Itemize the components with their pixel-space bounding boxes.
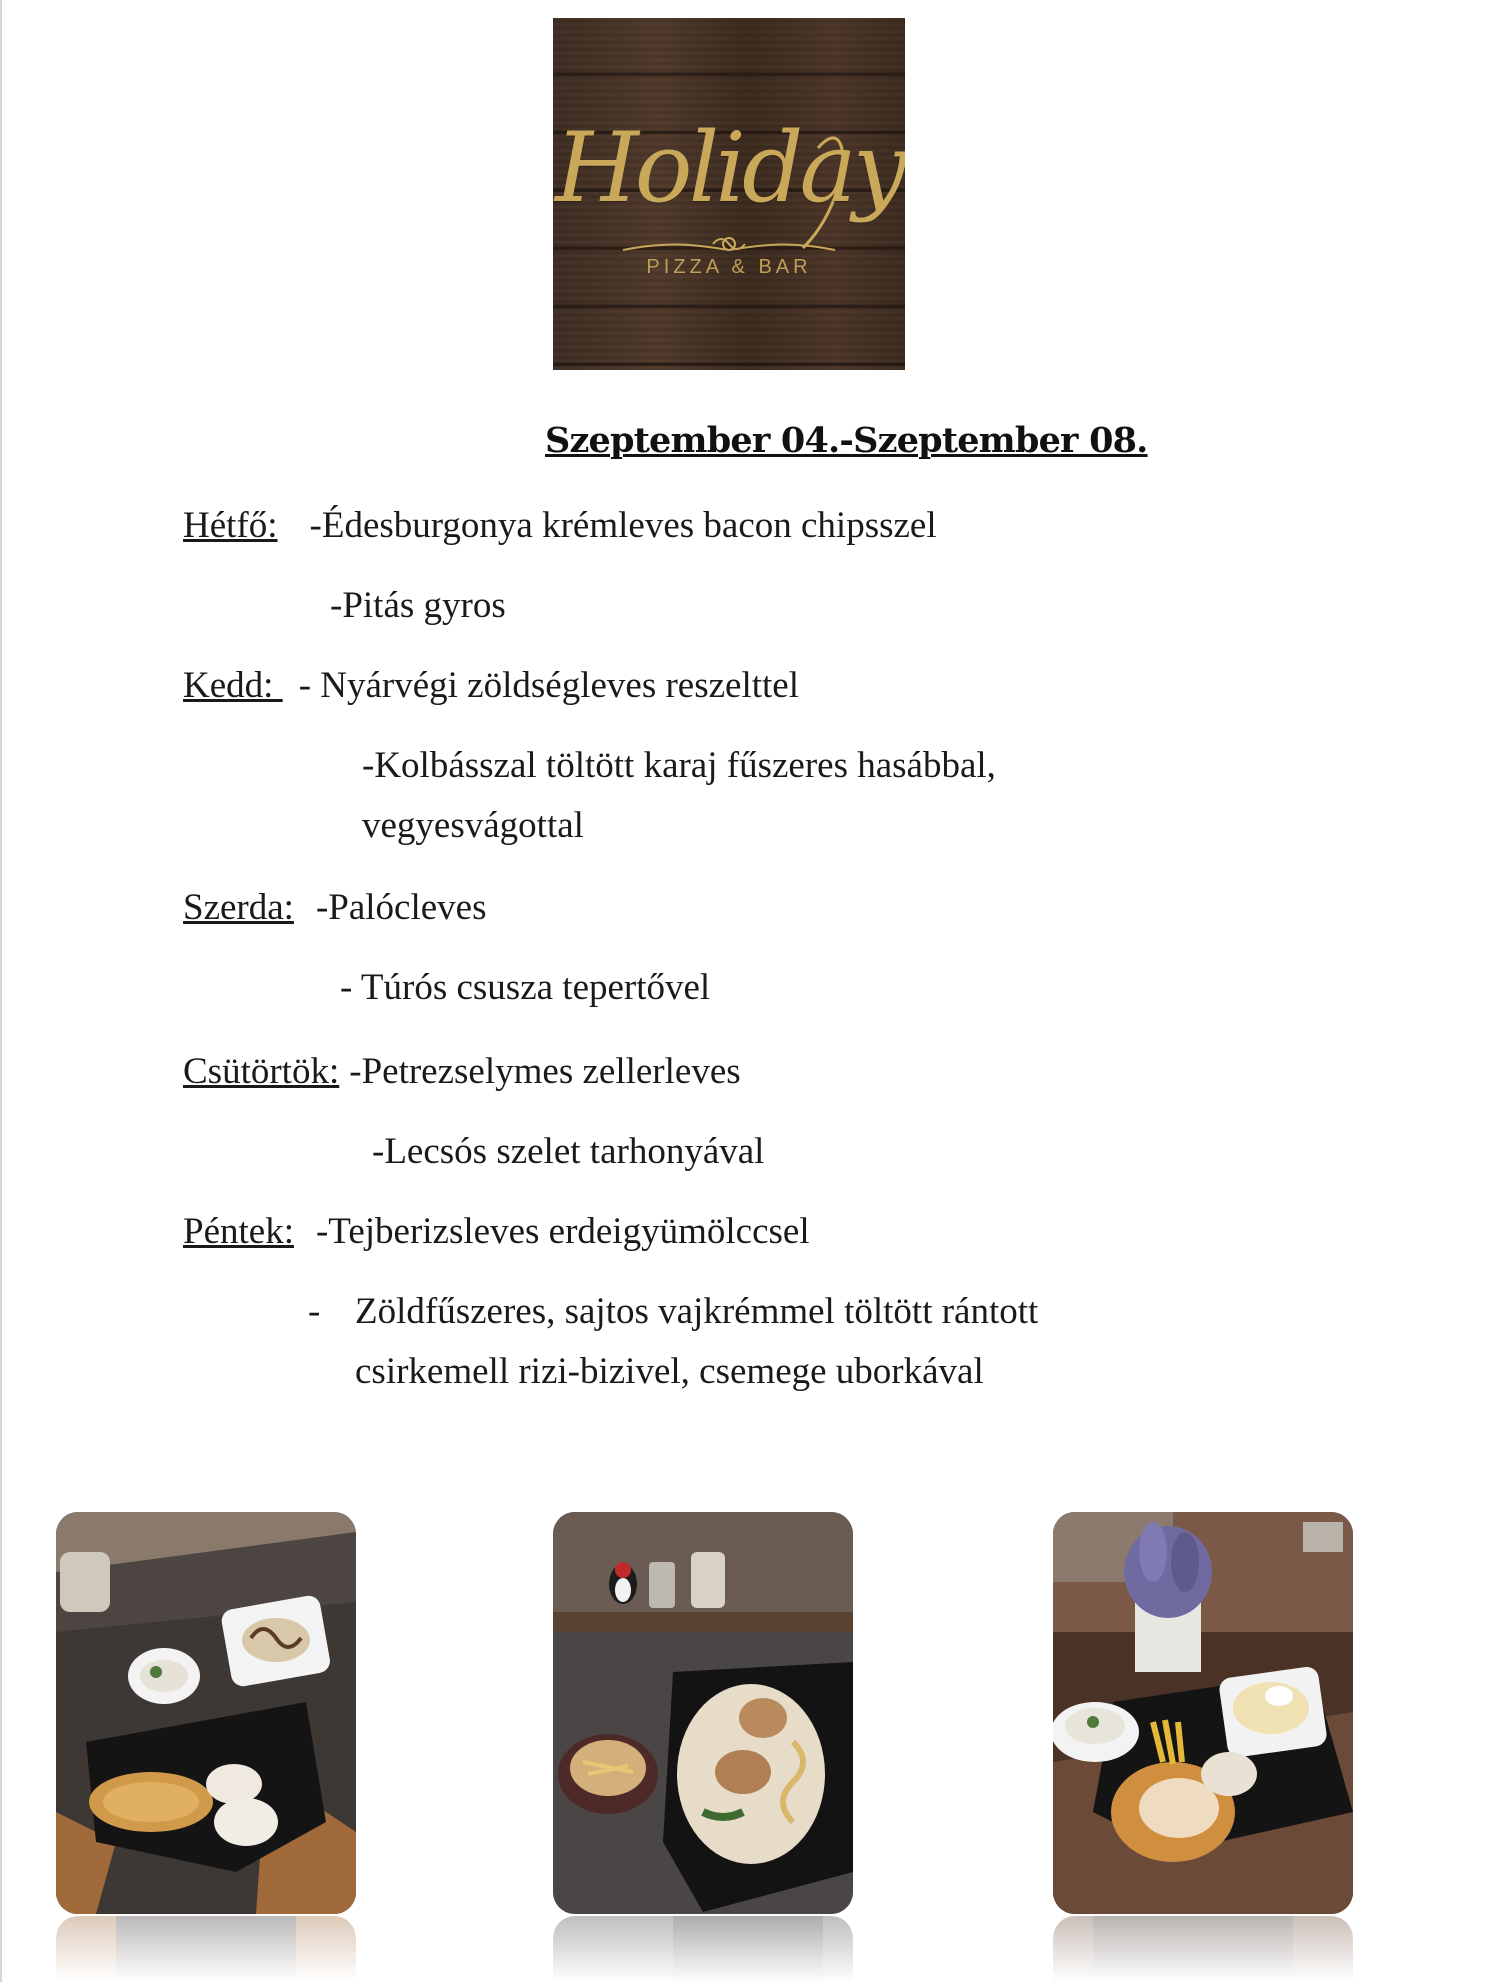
schnitzel-plate-image xyxy=(56,1512,356,1914)
day-label-wednesday: Szerda: xyxy=(183,887,294,928)
friday-main-bullet: - xyxy=(308,1291,321,1332)
photo-reflection-3 xyxy=(1053,1916,1353,1982)
holiday-logo xyxy=(553,18,905,370)
friday-soup: -Tejberizsleves erdeigyümölccsel xyxy=(315,1211,810,1252)
food-photo-schnitzel-rice xyxy=(56,1512,356,1914)
wednesday-main: - Túrós csusza tepertővel xyxy=(340,967,711,1008)
noodles-plate-image xyxy=(553,1512,853,1914)
day-label-tuesday: Kedd: xyxy=(183,665,283,706)
tuesday-row xyxy=(183,656,799,716)
thursday-soup: -Petrezselymes zellerleves xyxy=(349,1051,741,1092)
tuesday-soup: - Nyárvégi zöldségleves reszelttel xyxy=(298,665,800,706)
thursday-main: -Lecsós szelet tarhonyával xyxy=(372,1131,765,1172)
food-photo-noodles-soup xyxy=(553,1512,853,1914)
friday-row xyxy=(183,1202,810,1262)
day-label-monday: Hétfő: xyxy=(183,505,278,546)
photo-reflection-2 xyxy=(553,1916,853,1982)
logo-name: Holiday xyxy=(555,112,903,224)
day-label-friday: Péntek: xyxy=(183,1211,294,1252)
thursday-row xyxy=(183,1042,741,1102)
monday-main: -Pitás gyros xyxy=(330,585,506,626)
wednesday-row xyxy=(183,878,487,938)
wednesday-soup: -Palócleves xyxy=(315,887,487,928)
friday-main: Zöldfűszeres, sajtos vajkrémmel töltött rántott csirkemell rizi-bizivel, csemege uborkával xyxy=(355,1291,1039,1392)
page-edge xyxy=(0,0,2,1982)
photo-reflection-1 xyxy=(56,1916,356,1982)
day-label-thursday: Csütörtök: xyxy=(183,1051,340,1092)
food-photo-stuffed-chicken xyxy=(1053,1512,1353,1914)
monday-row xyxy=(183,496,937,556)
logo-subtitle: PIZZA & BAR xyxy=(646,256,812,278)
tuesday-main: -Kolbásszal töltött karaj fűszeres hasábbal, vegyesvágottal xyxy=(362,745,996,846)
chicken-plate-image xyxy=(1053,1512,1353,1914)
monday-soup: -Édesburgonya krémleves bacon chipsszel xyxy=(309,505,937,546)
date-range-heading: Szeptember 04.-Szeptember 08. xyxy=(545,420,1148,461)
